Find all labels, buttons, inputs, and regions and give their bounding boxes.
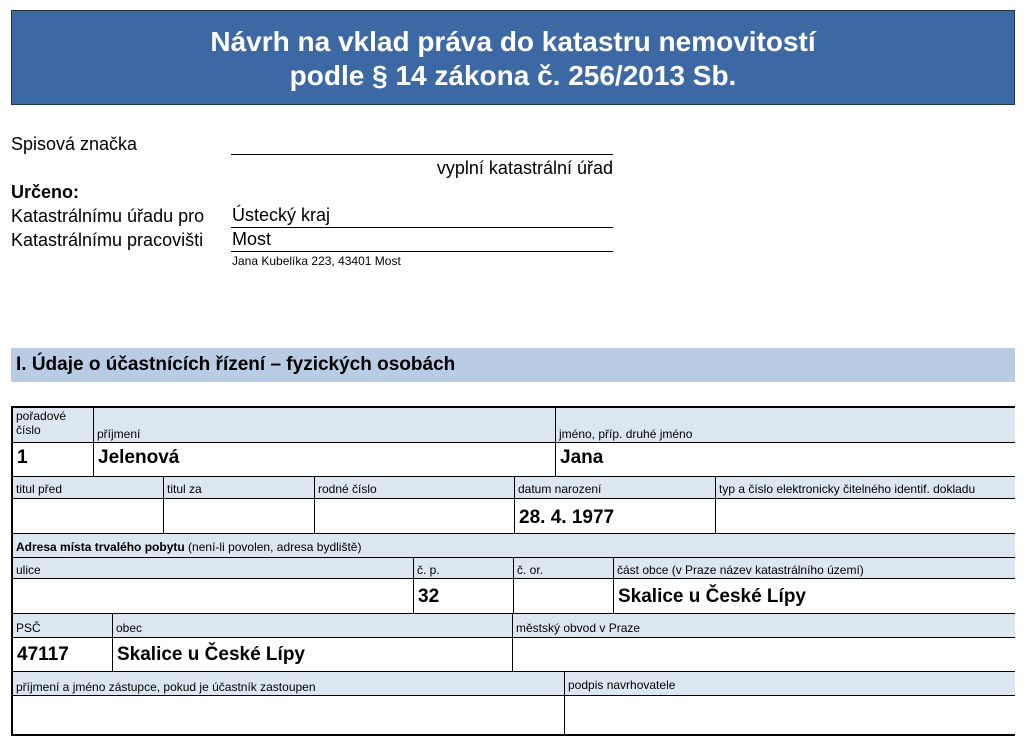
header-cast: část obce (v Praze název katastrálního území) <box>614 558 1015 579</box>
header-typ: typ a číslo elektronicky čitelného identif. dokladu <box>716 477 1015 499</box>
address-subheader-rest: (není-li povolen, adresa bydliště) <box>184 540 362 554</box>
value-obec[interactable]: Skalice u České Lípy <box>113 638 513 672</box>
value-cp[interactable]: 32 <box>414 579 514 614</box>
header-podpis: podpis navrhovatele <box>565 672 1015 696</box>
pracoviste-underline <box>231 251 613 252</box>
header-datum: datum narození <box>515 477 716 499</box>
header-rodne: rodné číslo <box>315 477 515 499</box>
header-obvod: městský obvod v Praze <box>513 614 1015 638</box>
section-title: I. Údaje o účastnících řízení – fyzických osobách <box>11 348 1015 382</box>
header-prijmeni <box>94 408 556 443</box>
pracoviste-label: Katastrálnímu pracovišti <box>11 230 204 250</box>
form-title <box>11 10 1015 105</box>
urad-value[interactable]: Ústecký kraj <box>232 205 331 225</box>
value-psc[interactable]: 47117 <box>13 638 113 672</box>
value-titul-pred[interactable] <box>13 499 164 534</box>
value-cast[interactable]: Skalice u České Lípy <box>614 579 1015 614</box>
header-prijmeni-text: příjmení <box>97 427 141 441</box>
header-jmeno <box>556 408 1015 443</box>
value-datum[interactable]: 28. 4. 1977 <box>515 499 716 534</box>
header-psc: PSČ <box>13 614 113 638</box>
value-jmeno[interactable]: Jana <box>556 443 1015 477</box>
participant-table <box>11 406 1015 736</box>
value-rodne[interactable] <box>315 499 515 534</box>
spisova-field[interactable] <box>231 154 613 155</box>
urceno-label: Určeno: <box>11 182 80 202</box>
form-title-line1: Návrh na vklad práva do katastru nemovitostí <box>210 26 816 57</box>
value-prijmeni[interactable]: Jelenová <box>94 443 556 477</box>
value-cor[interactable] <box>514 579 614 614</box>
value-podpis[interactable] <box>565 696 1015 734</box>
spisova-hint: vyplní katastrální úřad <box>436 158 613 178</box>
header-cp: č. p. <box>414 558 514 579</box>
form-title-line2: podle § 14 zákona č. 256/2013 Sb. <box>289 60 737 91</box>
value-poradove[interactable]: 1 <box>13 443 94 477</box>
value-zastupce[interactable] <box>13 696 565 734</box>
header-zastupce: příjmení a jméno zástupce, pokud je účastník zastoupen <box>13 672 565 696</box>
pracoviste-value[interactable]: Most <box>232 229 272 249</box>
header-cor: č. or. <box>514 558 614 579</box>
spisova-label: Spisová značka <box>11 134 138 154</box>
urad-label: Katastrálnímu úřadu pro <box>11 206 205 226</box>
header-poradove <box>13 408 94 443</box>
urad-underline <box>231 227 613 228</box>
header-ulice: ulice <box>13 558 414 579</box>
header-poradove-text: pořadové číslo <box>16 409 67 437</box>
header-titul-pred: titul před <box>13 477 164 499</box>
office-address: Jana Kubelíka 223, 43401 Most <box>232 254 401 268</box>
value-ulice[interactable] <box>13 579 414 614</box>
address-subheader <box>13 534 1015 558</box>
header-obec: obec <box>113 614 513 638</box>
header-jmeno-text: jméno, příp. druhé jméno <box>559 427 693 441</box>
value-typ[interactable] <box>716 499 1015 534</box>
header-titul-za: titul za <box>164 477 315 499</box>
value-titul-za[interactable] <box>164 499 315 534</box>
address-subheader-bold: Adresa místa trvalého pobytu <box>16 540 185 554</box>
value-obvod[interactable] <box>513 638 1015 672</box>
